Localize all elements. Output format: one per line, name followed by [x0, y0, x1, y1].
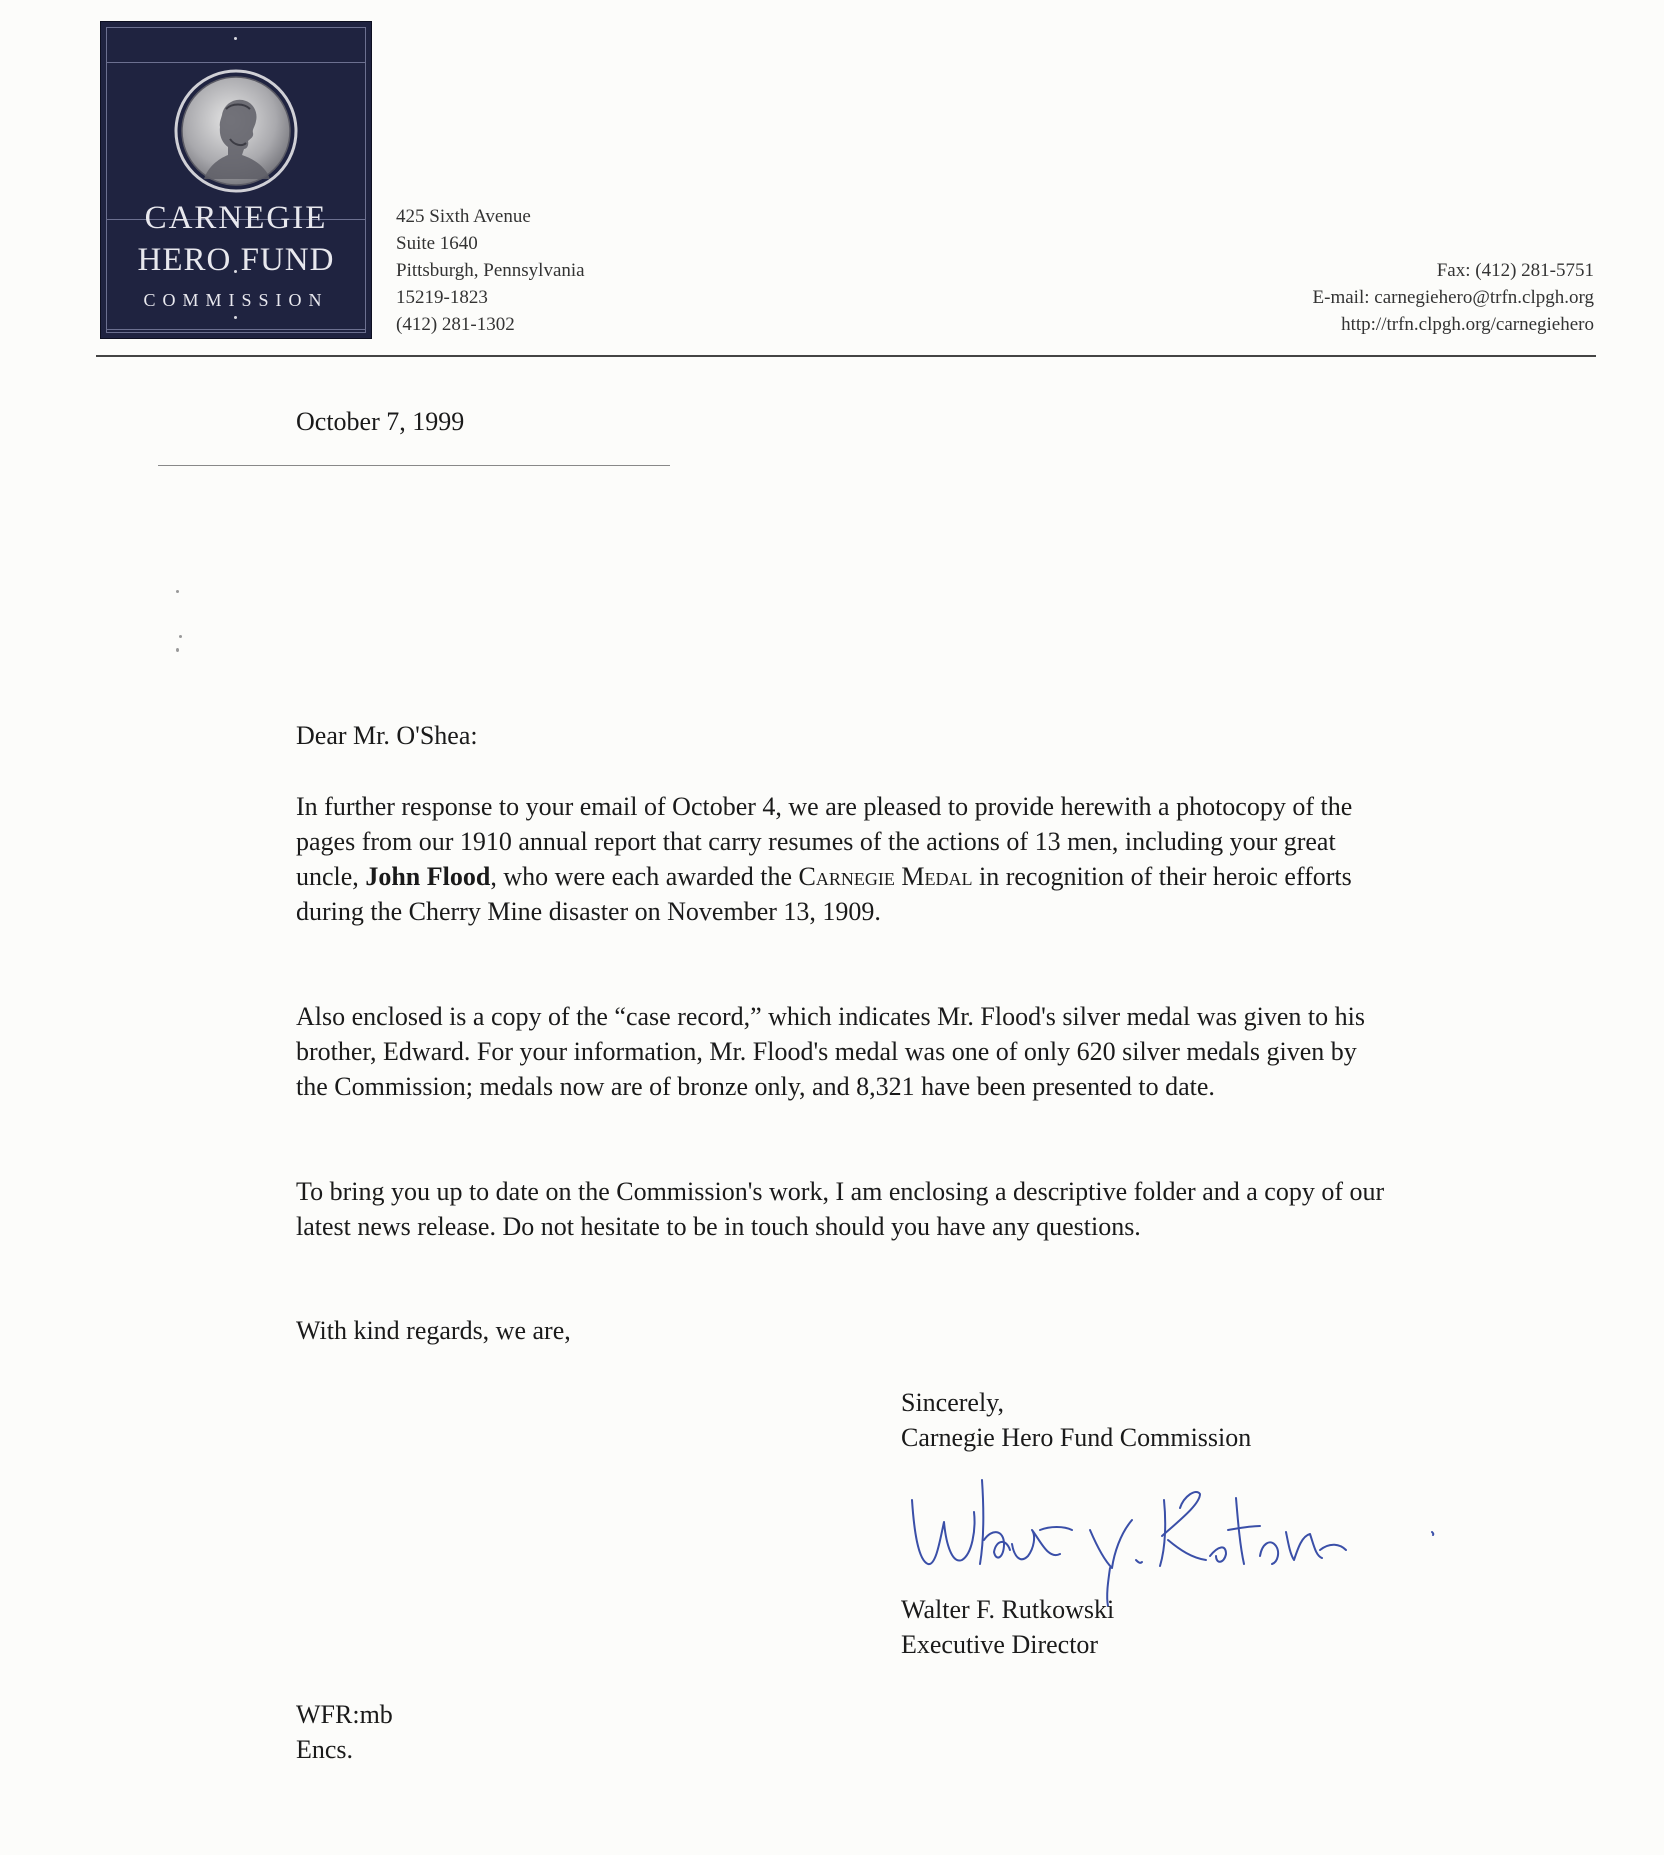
handwritten-signature — [900, 1460, 1460, 1610]
logo-dot — [234, 316, 237, 319]
paper-speck — [176, 648, 179, 652]
carnegie-medallion-icon — [174, 69, 298, 193]
contact-fax: Fax: (412) 281-5751 — [1436, 260, 1594, 281]
signer-title: Executive Director — [901, 1630, 1099, 1659]
date-underline — [158, 465, 670, 466]
closing-line: With kind regards, we are, — [296, 1316, 571, 1345]
letterhead-divider — [96, 355, 1596, 357]
address-phone: (412) 281-1302 — [396, 314, 515, 335]
logo-divider — [106, 329, 366, 330]
contact-website: http://trfn.clpgh.org/carnegiehero — [1341, 314, 1594, 335]
mailing-address — [396, 203, 585, 338]
address-suite: Suite 1640 — [396, 233, 478, 254]
paragraph-text: In further response to your email of October 4, we are pleased to provide herewith a photocopy of the pages from our 1910 annual report that carry resumes of the actions of 13 men, including your great uncle, — [296, 792, 1353, 891]
paragraph-text: in recognition of their heroic efforts during the Cherry Mine disaster on November 13, 1909. — [296, 862, 1352, 926]
carnegie-hero-fund-logo — [101, 22, 371, 338]
signoff-block — [901, 1385, 1251, 1455]
letter-date: October 7, 1999 — [296, 407, 465, 436]
organization-name: Carnegie Hero Fund Commission — [901, 1423, 1252, 1452]
address-street: 425 Sixth Avenue — [396, 206, 531, 227]
sincerely: Sincerely, — [901, 1388, 1004, 1417]
signer-name: Walter F. Rutkowski — [901, 1595, 1115, 1624]
signer-block — [901, 1592, 1114, 1662]
paragraph-text: , who were each awarded the — [490, 862, 799, 891]
body-paragraph-3: To bring you up to date on the Commission's work, I am enclosing a descriptive folder and a copy of our latest news release. Do not hesitate to be in touch should you have any questions. — [296, 1177, 1385, 1241]
typist-initials: WFR:mb — [296, 1700, 393, 1729]
body-paragraph-1 — [296, 789, 1386, 929]
logo-wordmark-line1: CARNEGIE — [144, 200, 328, 236]
logo-wordmark-line3: COMMISSION — [143, 290, 329, 310]
reference-block — [296, 1697, 393, 1767]
honoree-name: John Flood — [365, 862, 491, 891]
logo-divider — [106, 62, 366, 63]
medal-name: Carnegie Medal — [798, 862, 973, 891]
logo-wordmark-line2: HERO FUND — [137, 242, 335, 278]
contact-info — [1313, 257, 1594, 338]
address-zip: 15219-1823 — [396, 287, 488, 308]
contact-email: E-mail: carnegiehero@trfn.clpgh.org — [1312, 287, 1594, 308]
paper-speck — [179, 635, 182, 638]
paper-speck — [176, 590, 179, 593]
salutation: Dear Mr. O'Shea: — [296, 721, 478, 750]
address-city: Pittsburgh, Pennsylvania — [396, 260, 585, 281]
logo-dot — [234, 37, 237, 40]
body-paragraph-2: Also enclosed is a copy of the “case record,” which indicates Mr. Flood's silver medal was given to his brother, Edward. For your information, Mr. Flood's medal was one of only 620 silver medals given by the Commission; medals now are of bronze only, and 8,321 have been presented to date. — [296, 1002, 1365, 1101]
enclosures-note: Encs. — [296, 1735, 354, 1764]
